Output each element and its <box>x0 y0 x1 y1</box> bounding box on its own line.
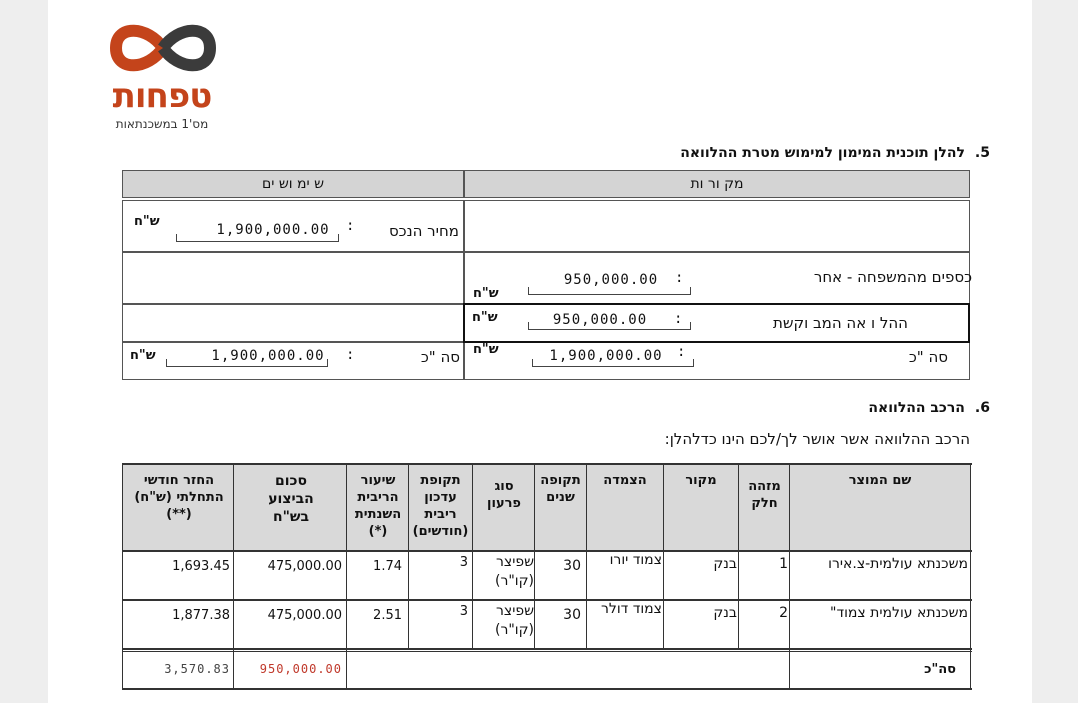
family-funds-underline <box>528 287 691 295</box>
col-header-rate-update: תקופת עדכון ריבית (חודשים) <box>412 473 469 539</box>
table-col-divider <box>970 463 971 689</box>
section-number: 5. <box>974 145 990 161</box>
property-price-currency: ש"ח <box>134 214 160 229</box>
requested-loan-label: ההל ו אה המב וקשת <box>773 314 908 332</box>
uses-cell-2 <box>122 252 464 304</box>
total-uses-underline <box>166 359 328 367</box>
cell-product-name: משכנתא עולמית-צ.אירו <box>828 556 968 572</box>
document-page <box>48 0 1032 703</box>
col-header-repayment: סוג פרעון <box>487 479 521 511</box>
col-header-monthly: החזר חודשי התחלתי (ש"ח) (**) <box>134 473 224 522</box>
cell-part-id: 2 <box>779 605 788 621</box>
cell-indexation: צמוד דולר <box>600 601 662 617</box>
property-price-underline <box>176 234 339 242</box>
table-col-divider <box>534 463 535 649</box>
col-header-amount: סכום הביצוע בש"ח <box>268 473 314 525</box>
total-sources-currency: ש"ח <box>473 342 499 357</box>
total-amount: 950,000.00 <box>259 662 342 676</box>
table-col-divider <box>586 463 587 649</box>
cell-repayment: שפיצר (קו"ר) <box>494 554 534 589</box>
property-price-colon: : <box>346 218 355 234</box>
requested-loan-colon: : <box>674 311 683 327</box>
cell-annual-rate: 2.51 <box>373 608 402 623</box>
cell-monthly: 1,877.38 <box>172 608 230 623</box>
total-uses-label: סה "כ <box>420 348 460 366</box>
total-sources-underline <box>532 359 694 367</box>
cell-indexation: צמוד יורו <box>609 552 662 568</box>
total-sources-label: סה "כ <box>908 348 948 366</box>
family-funds-currency: ש"ח <box>473 286 499 301</box>
table-col-divider <box>738 463 739 649</box>
cell-amount: 475,000.00 <box>267 608 342 623</box>
property-price-label: מחיר הנכס <box>388 222 459 240</box>
cell-monthly: 1,693.45 <box>172 559 230 574</box>
col-header-part-id: מזהה חלק <box>748 479 781 511</box>
col-header-annual-rate: שיעור הריבית השנתית (*) <box>354 473 402 539</box>
cell-amount: 475,000.00 <box>267 559 342 574</box>
family-funds-label: כספים מהמשפחה - אחר <box>813 268 972 286</box>
property-price-amount: 1,900,000.00 <box>216 222 330 238</box>
total-uses-amount: 1,900,000.00 <box>211 348 325 364</box>
requested-loan-underline <box>528 322 691 330</box>
table-col-divider <box>789 463 790 689</box>
uses-header: ש ימ וש ים <box>122 170 464 198</box>
table-col-divider <box>663 463 664 649</box>
requested-loan-amount: 950,000.00 <box>552 312 648 328</box>
family-funds-amount: 950,000.00 <box>563 272 659 288</box>
total-uses-currency: ש"ח <box>130 348 156 363</box>
total-uses-colon: : <box>346 347 355 363</box>
loan-intro-text: הרכב ההלוואה אשר אושר לך/לכם הינו כדלהלן: <box>664 430 970 448</box>
table-total-top <box>122 651 972 652</box>
table-row-divider <box>122 599 972 601</box>
table-col-divider <box>408 463 409 649</box>
cell-rate-update: 3 <box>459 555 468 570</box>
section-number: 6. <box>974 400 990 416</box>
total-sources-colon: : <box>677 344 686 360</box>
section-5-title <box>680 145 990 161</box>
logo-brand-name: טפחות <box>112 76 212 116</box>
section-title-text: להלן תוכנית המימון למימוש מטרת ההלוואה <box>680 145 965 161</box>
cell-source: בנק <box>713 556 737 572</box>
total-label: סה"כ <box>924 662 956 677</box>
table-border-bottom <box>122 688 972 690</box>
section-6-title <box>868 400 990 416</box>
col-header-product-name: שם המוצר <box>848 473 912 488</box>
table-col-divider <box>233 463 234 689</box>
infinity-logo-icon <box>108 18 218 78</box>
cell-period: 30 <box>563 607 581 623</box>
table-col-divider <box>346 463 347 689</box>
total-sources-amount: 1,900,000.00 <box>549 348 663 364</box>
cell-annual-rate: 1.74 <box>373 559 402 574</box>
cell-part-id: 1 <box>779 556 788 572</box>
sources-cell-1 <box>464 200 970 252</box>
table-header-bottom <box>122 550 972 552</box>
logo-tagline: מס'1 במשכנתאות <box>115 117 209 131</box>
total-monthly: 3,570.83 <box>164 662 230 676</box>
table-col-divider <box>472 463 473 649</box>
section-title-text: הרכב ההלוואה <box>868 400 965 416</box>
sources-header: מק ור ות <box>464 170 970 198</box>
table-border-top <box>122 463 972 465</box>
cell-repayment: שפיצר (קו"ר) <box>494 603 534 638</box>
family-funds-colon: : <box>675 270 684 286</box>
cell-source: בנק <box>713 605 737 621</box>
col-header-source: מקור <box>685 473 717 488</box>
requested-loan-currency: ש"ח <box>472 310 498 325</box>
bank-logo <box>92 14 232 134</box>
col-header-period: תקופה שנים <box>540 473 581 505</box>
cell-rate-update: 3 <box>459 604 468 619</box>
cell-product-name: משכנתא עולמית צמוד" <box>830 605 968 621</box>
cell-period: 30 <box>563 558 581 574</box>
table-col-divider <box>122 463 123 689</box>
uses-cell-3 <box>122 304 464 342</box>
table-row-divider <box>122 648 972 650</box>
col-header-indexation: הצמדה <box>603 473 647 488</box>
